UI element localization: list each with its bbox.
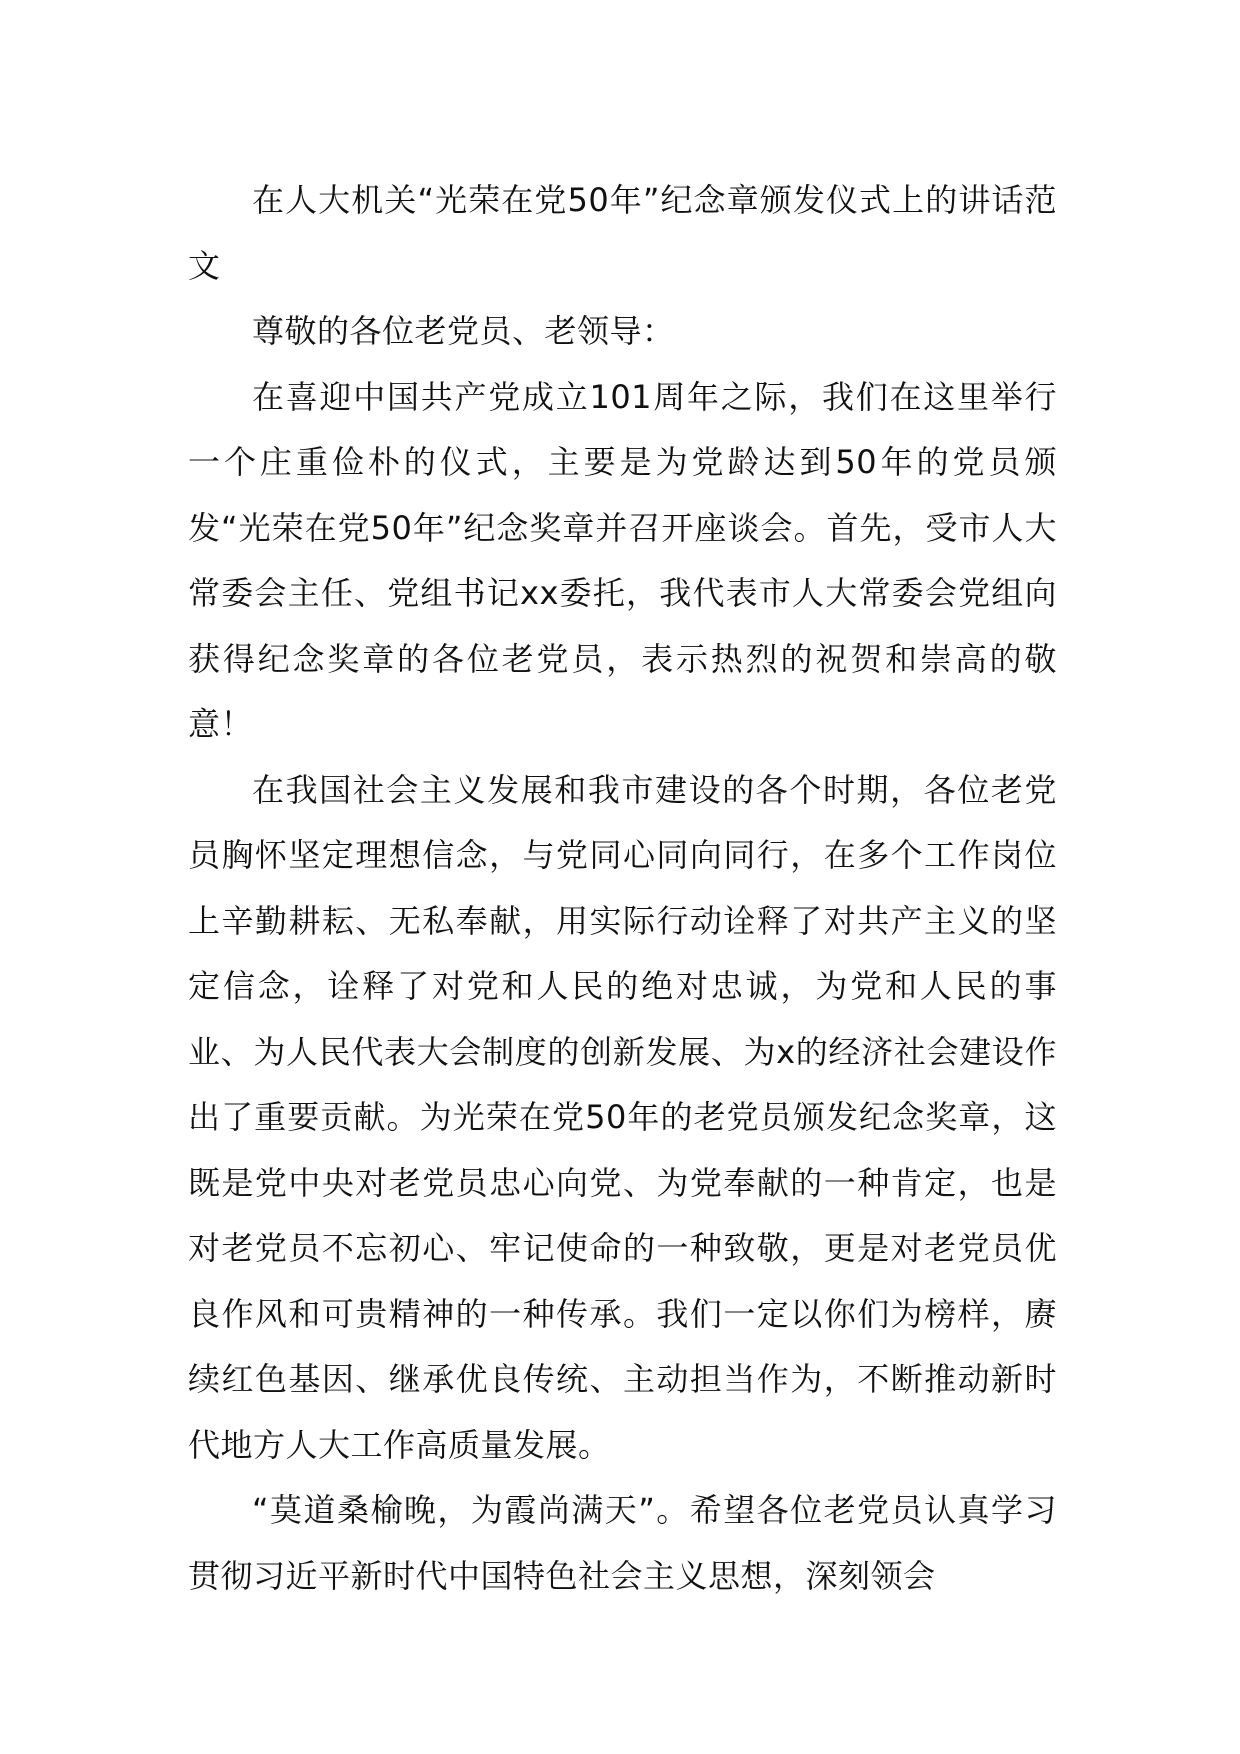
paragraph: “莫道桑榆晚，为霞尚满天”。希望各位老党员认真学习贯彻习近平新时代中国特色社会主义思想，深刻领会 <box>188 1491 1057 1595</box>
document-body <box>188 168 1057 1609</box>
document-title: 在人大机关“光荣在党50年”纪念章颁发仪式上的讲话范文 <box>188 181 1057 285</box>
paragraph: 在喜迎中国共产党成立101周年之际，我们在这里举行一个庄重俭朴的仪式，主要是为党龄达到50年的党员颁发“光荣在党50年”纪念奖章并召开座谈会。首先，受市人大常委会主任、党组书记xx委托，我代表市人大常委会党组向获得纪念奖章的各位老党员，表示热烈的祝贺和崇高的敬意！ <box>188 377 1057 743</box>
salutation: 尊敬的各位老党员、老领导： <box>252 312 675 350</box>
paragraph: 在我国社会主义发展和我市建设的各个时期，各位老党员胸怀坚定理想信念，与党同心同向同行，在多个工作岗位上辛勤耕耘、无私奉献，用实际行动诠释了对共产主义的坚定信念，诠释了对党和人民的绝对忠诚，为党和人民的事业、为人民代表大会制度的创新发展、为x的经济社会建设作出了重要贡献。为光荣在党50年的老党员颁发纪念奖章，这既是党中央对老党员忠心向党、为党奉献的一种肯定，也是对老党员不忘初心、牢记使命的一种致敬，更是对老党员优良作风和可贵精神的一种传承。我们一定以你们为榜样，赓续红色基因、继承优良传统、主动担当作为，不断推动新时代地方人大工作高质量发展。 <box>188 770 1057 1464</box>
